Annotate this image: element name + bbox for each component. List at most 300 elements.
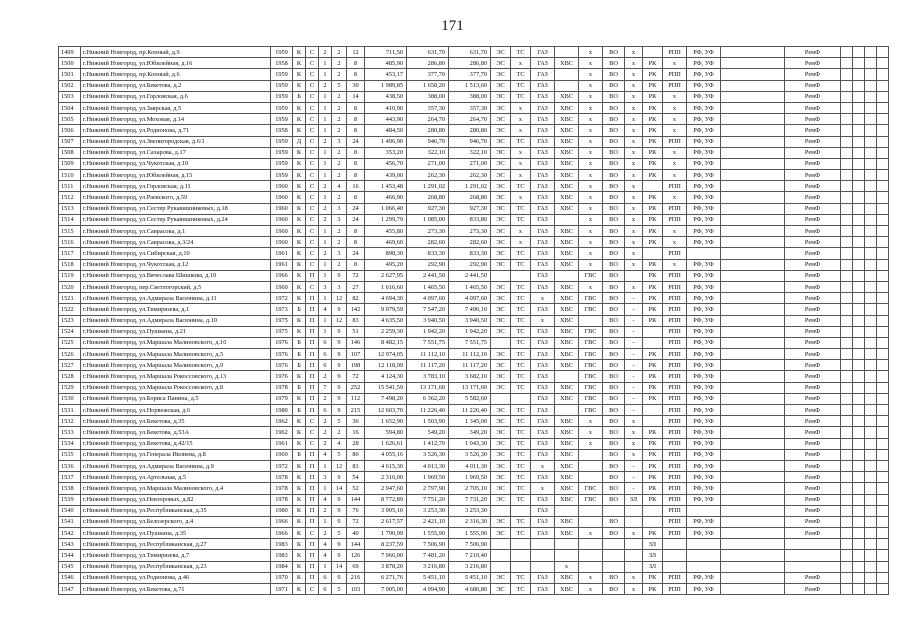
table-cell (841, 584, 853, 595)
table-cell: 215 (347, 405, 365, 416)
table-cell: РФ, УФ (687, 315, 721, 326)
table-cell: РемФ (785, 371, 841, 382)
row-number-cell: 1524 (59, 326, 81, 337)
table-cell: 2 (332, 125, 347, 136)
address-cell: г.Нижний Новгород, ул.Маршала Рокоссовского, д.8 (81, 382, 271, 393)
address-cell: г.Нижний Новгород, пр.Копный, д.9 (81, 47, 271, 58)
table-cell: 1 (319, 114, 332, 125)
table-cell: ХВС (555, 315, 579, 326)
table-cell: х (531, 315, 555, 326)
table-cell: РК (643, 393, 663, 404)
table-cell: ТС (511, 494, 531, 505)
table-cell: РФ, УФ (687, 214, 721, 225)
table-cell (491, 505, 511, 516)
table-cell: ВО (603, 293, 625, 304)
table-cell: Б (293, 91, 306, 102)
table-cell: ТС (511, 47, 531, 58)
table-cell: 1 (319, 326, 332, 337)
address-cell: г.Нижний Новгород, ул.Республиканская, д.35 (81, 505, 271, 516)
table-cell: 7 481,20 (407, 550, 449, 561)
table-cell: ТС (511, 528, 531, 539)
table-cell: х (579, 69, 603, 80)
table-cell: РФ, УФ (687, 69, 721, 80)
row-number-cell: 1521 (59, 293, 81, 304)
table-cell (555, 47, 579, 58)
table-row (59, 91, 889, 102)
table-cell: 1959 (271, 47, 293, 58)
table-cell: ХВС (555, 226, 579, 237)
table-cell: 1960 (271, 226, 293, 237)
table-cell: РФ, УФ (687, 472, 721, 483)
table-cell: 1 (319, 270, 332, 281)
table-cell: РемФ (785, 483, 841, 494)
table-cell: х (579, 102, 603, 113)
table-cell: РемФ (785, 114, 841, 125)
table-cell: 485,90 (365, 58, 407, 69)
table-cell: ЗЛ (643, 539, 663, 550)
table-cell (555, 69, 579, 80)
table-cell (853, 181, 865, 192)
table-cell: 14 (332, 561, 347, 572)
table-cell: 2 (332, 158, 347, 169)
table-cell: П (306, 494, 319, 505)
table-cell: 2 (319, 214, 332, 225)
table-cell: 1 (319, 91, 332, 102)
table-cell: х (625, 136, 643, 147)
table-cell (491, 561, 511, 572)
table-row (59, 393, 889, 404)
table-cell: ГАЗ (531, 147, 555, 158)
table-cell: 83 (347, 315, 365, 326)
table-cell (865, 483, 877, 494)
table-cell: К (293, 147, 306, 158)
table-cell: 1980 (271, 405, 293, 416)
table-cell: РК (643, 270, 663, 281)
table-cell: ТС (511, 584, 531, 595)
table-cell: 30 (347, 80, 365, 91)
table-cell (877, 147, 889, 158)
table-cell (865, 584, 877, 595)
table-cell: 144 (347, 539, 365, 550)
table-cell: 7 966,00 (365, 550, 407, 561)
table-cell (865, 158, 877, 169)
table-cell: 1976 (271, 371, 293, 382)
table-cell: ВО (603, 483, 625, 494)
table-cell: ГВС (579, 337, 603, 348)
table-cell (841, 47, 853, 58)
table-cell (721, 550, 785, 561)
table-cell: 12 603,70 (365, 405, 407, 416)
table-cell: 7 905,00 (365, 584, 407, 595)
table-cell: 9 (332, 304, 347, 315)
table-cell: РК (643, 259, 663, 270)
row-number-cell: 1522 (59, 304, 81, 315)
table-cell: х (579, 170, 603, 181)
table-cell: РК (643, 58, 663, 69)
table-cell (841, 382, 853, 393)
table-cell: РПП (663, 349, 687, 360)
table-cell: РК (643, 125, 663, 136)
address-cell: г.Нижний Новгород, ул.Сестер Рукавишниковых, д.24 (81, 214, 271, 225)
table-cell (531, 561, 555, 572)
table-cell: ТС (511, 382, 531, 393)
table-row (59, 572, 889, 583)
table-cell: 9 (332, 360, 347, 371)
table-cell: РПП (663, 80, 687, 91)
table-cell: 15 541,59 (365, 382, 407, 393)
table-cell (853, 69, 865, 80)
table-cell: 12 (332, 460, 347, 471)
table-cell: 1960 (271, 214, 293, 225)
table-cell: РемФ (785, 584, 841, 595)
table-cell: ТС (511, 360, 531, 371)
table-cell: РК (643, 449, 663, 460)
table-row (59, 281, 889, 292)
table-cell: ТС (511, 326, 531, 337)
table-cell (555, 405, 579, 416)
table-cell: РФ, УФ (687, 102, 721, 113)
table-cell (687, 539, 721, 550)
table-cell: х (625, 572, 643, 583)
table-cell: П (306, 539, 319, 550)
table-row (59, 584, 889, 595)
address-cell: г.Нижний Новгород, ул.Пушкина, д.21 (81, 326, 271, 337)
table-cell (865, 405, 877, 416)
table-cell (877, 438, 889, 449)
table-cell: 1961 (271, 259, 293, 270)
row-number-cell: 1532 (59, 416, 81, 427)
table-row (59, 170, 889, 181)
table-cell: С (306, 203, 319, 214)
table-cell: ГАЗ (531, 170, 555, 181)
table-cell (865, 382, 877, 393)
table-cell: 262,30 (407, 170, 449, 181)
table-cell (721, 416, 785, 427)
table-cell: К (293, 483, 306, 494)
table-cell (511, 550, 531, 561)
table-cell: РемФ (785, 349, 841, 360)
table-cell: РПП (663, 281, 687, 292)
table-cell: С (306, 114, 319, 125)
table-cell: 5 (332, 449, 347, 460)
table-cell: х (625, 69, 643, 80)
table-cell (721, 405, 785, 416)
table-cell (853, 494, 865, 505)
table-cell (491, 337, 511, 348)
table-cell: 1976 (271, 360, 293, 371)
table-cell: ВО (603, 460, 625, 471)
table-cell (877, 315, 889, 326)
table-cell: 76 (347, 505, 365, 516)
table-cell: 6 (319, 337, 332, 348)
table-cell: ВО (603, 270, 625, 281)
table-cell: 1972 (271, 293, 293, 304)
table-cell: х (663, 114, 687, 125)
table-cell: 3 (319, 281, 332, 292)
table-cell (865, 494, 877, 505)
table-cell (853, 539, 865, 550)
table-cell: 5 451,10 (407, 572, 449, 583)
address-cell: г.Нижний Новгород, ул.Артельная, д.5 (81, 472, 271, 483)
table-cell: 455,80 (365, 226, 407, 237)
table-cell: 146 (347, 337, 365, 348)
table-cell: 322,10 (407, 147, 449, 158)
table-cell: ГВС (579, 483, 603, 494)
table-cell: С (306, 69, 319, 80)
table-cell: 3 (332, 136, 347, 147)
table-cell (865, 371, 877, 382)
address-cell: г.Нижний Новгород, пр.Копный, д.6 (81, 69, 271, 80)
table-cell (877, 427, 889, 438)
table-cell: - (625, 460, 643, 471)
table-cell (853, 248, 865, 259)
table-cell: 1969 (271, 449, 293, 460)
table-cell: РФ, УФ (687, 192, 721, 203)
table-cell: 443,90 (365, 114, 407, 125)
table-cell: 16 (347, 427, 365, 438)
row-number-cell: 1508 (59, 147, 81, 158)
row-number-cell: 1504 (59, 102, 81, 113)
table-cell (865, 349, 877, 360)
table-cell (865, 539, 877, 550)
table-cell: х (579, 114, 603, 125)
table-cell: РемФ (785, 293, 841, 304)
table-row (59, 449, 889, 460)
table-cell (865, 304, 877, 315)
table-cell (841, 69, 853, 80)
table-cell: ХВС (555, 91, 579, 102)
table-cell: ТС (511, 69, 531, 80)
table-cell: 5 (332, 416, 347, 427)
table-cell (853, 136, 865, 147)
table-cell: РК (643, 91, 663, 102)
table-cell: 3 682,10 (449, 371, 491, 382)
table-cell: ГАЗ (531, 438, 555, 449)
table-cell (579, 472, 603, 483)
table-cell: 280,80 (407, 125, 449, 136)
table-cell (625, 516, 643, 527)
table-cell: х (579, 80, 603, 91)
row-number-cell: 1538 (59, 483, 81, 494)
table-cell (865, 237, 877, 248)
table-cell: х (625, 80, 643, 91)
table-cell: 1 465,50 (449, 281, 491, 292)
table-cell (491, 270, 511, 281)
table-cell: РПП (663, 572, 687, 583)
table-cell: ХВС (555, 102, 579, 113)
table-cell: ГАЗ (531, 427, 555, 438)
table-cell: х (579, 214, 603, 225)
table-cell (853, 147, 865, 158)
table-cell: К (293, 203, 306, 214)
table-cell (865, 203, 877, 214)
table-cell (865, 449, 877, 460)
table-cell (579, 449, 603, 460)
table-cell: 3 878,20 (365, 561, 407, 572)
table-cell: 2 617,57 (365, 516, 407, 527)
table-cell (877, 460, 889, 471)
table-cell: РК (643, 438, 663, 449)
table-cell: ВО (603, 248, 625, 259)
table-cell: х (625, 416, 643, 427)
table-cell: 8 (347, 58, 365, 69)
table-cell: х (511, 102, 531, 113)
table-cell (853, 125, 865, 136)
table-row (59, 337, 889, 348)
table-cell: 349,20 (449, 427, 491, 438)
table-cell: ХВС (555, 416, 579, 427)
table-cell: 144 (347, 494, 365, 505)
table-cell: ВО (603, 237, 625, 248)
table-cell: РК (643, 170, 663, 181)
table-cell: РемФ (785, 170, 841, 181)
table-cell: 438,50 (365, 91, 407, 102)
table-cell: 1 (319, 69, 332, 80)
table-cell: РемФ (785, 393, 841, 404)
table-cell: 4 994,90 (407, 584, 449, 595)
table-cell: ТС (511, 349, 531, 360)
table-cell: К (293, 393, 306, 404)
table-cell: РемФ (785, 192, 841, 203)
table-cell: ВО (603, 158, 625, 169)
table-cell (841, 181, 853, 192)
table-cell: 453,17 (365, 69, 407, 80)
table-cell: 4 (319, 304, 332, 315)
table-cell: ТС (511, 248, 531, 259)
table-cell: 5 (332, 528, 347, 539)
table-cell (603, 505, 625, 516)
table-cell: 1978 (271, 483, 293, 494)
table-cell: х (625, 147, 643, 158)
table-cell: ВО (603, 472, 625, 483)
table-cell (853, 47, 865, 58)
table-cell: ГВС (579, 405, 603, 416)
address-cell: г.Нижний Новгород, ул.Юбилейная, д.16 (81, 58, 271, 69)
table-cell: 1 (319, 192, 332, 203)
table-cell: П (306, 472, 319, 483)
table-cell: х (579, 136, 603, 147)
table-cell (853, 58, 865, 69)
table-cell: 1 299,79 (365, 214, 407, 225)
table-cell: РК (643, 226, 663, 237)
table-cell: 6 (319, 572, 332, 583)
table-cell (721, 158, 785, 169)
table-cell (853, 270, 865, 281)
table-cell (853, 281, 865, 292)
table-cell (841, 427, 853, 438)
table-cell: 126 (347, 550, 365, 561)
table-row (59, 326, 889, 337)
table-cell (625, 270, 643, 281)
table-cell (625, 505, 643, 516)
table-cell: 2 259,30 (365, 326, 407, 337)
table-cell: РФ, УФ (687, 203, 721, 214)
table-cell (721, 371, 785, 382)
table-cell: С (306, 259, 319, 270)
table-cell (877, 516, 889, 527)
row-number-cell: 1516 (59, 237, 81, 248)
table-cell: 1959 (271, 69, 293, 80)
table-cell: РемФ (785, 181, 841, 192)
table-cell: 2 421,10 (407, 516, 449, 527)
table-cell: ТС (511, 438, 531, 449)
table-cell: 1 (319, 102, 332, 113)
row-number-cell: 1536 (59, 460, 81, 471)
table-cell: ЭС (491, 371, 511, 382)
table-cell: РПП (663, 393, 687, 404)
table-cell (853, 259, 865, 270)
table-cell: х (625, 528, 643, 539)
table-cell: 1966 (271, 528, 293, 539)
table-cell: ГАЗ (531, 158, 555, 169)
table-cell: К (293, 226, 306, 237)
table-cell (877, 304, 889, 315)
table-cell (865, 136, 877, 147)
table-cell: РФ, УФ (687, 584, 721, 595)
table-cell (721, 561, 785, 572)
table-cell: ГАЗ (531, 181, 555, 192)
table-cell: х (625, 248, 643, 259)
table-cell: ТС (511, 516, 531, 527)
table-cell: ГАЗ (531, 416, 555, 427)
table-cell: РФ, УФ (687, 147, 721, 158)
table-cell: 5 (332, 80, 347, 91)
table-cell: ВО (603, 326, 625, 337)
table-cell (721, 259, 785, 270)
table-cell (625, 539, 643, 550)
table-cell: 1980 (271, 505, 293, 516)
table-cell: ХВС (555, 460, 579, 471)
table-cell (841, 281, 853, 292)
table-cell: х (625, 114, 643, 125)
table-cell: 8 (347, 192, 365, 203)
table-cell (841, 304, 853, 315)
table-cell (841, 326, 853, 337)
row-number-cell: 1537 (59, 472, 81, 483)
table-cell: 3 216,80 (449, 561, 491, 572)
table-cell: К (293, 158, 306, 169)
table-cell (841, 214, 853, 225)
table-cell (721, 427, 785, 438)
table-cell: 24 (347, 136, 365, 147)
table-cell: ХВС (555, 349, 579, 360)
row-number-cell: 1512 (59, 192, 81, 203)
table-cell: 3 (332, 203, 347, 214)
table-cell (865, 360, 877, 371)
table-cell: х (579, 438, 603, 449)
table-cell: ЭС (491, 382, 511, 393)
table-cell: ЭС (491, 91, 511, 102)
table-cell: 2 (332, 102, 347, 113)
table-cell (721, 102, 785, 113)
table-cell: 2 (319, 393, 332, 404)
table-cell (841, 136, 853, 147)
table-cell: 1 (319, 158, 332, 169)
table-cell: РПП (663, 337, 687, 348)
table-cell: 8 237,59 (365, 539, 407, 550)
table-cell: РемФ (785, 304, 841, 315)
table-row (59, 371, 889, 382)
table-cell (853, 80, 865, 91)
table-cell: - (625, 483, 643, 494)
table-cell (721, 69, 785, 80)
table-cell (853, 505, 865, 516)
table-cell: 1 (319, 516, 332, 527)
table-cell: ГВС (579, 371, 603, 382)
table-cell (721, 214, 785, 225)
table-cell (853, 416, 865, 427)
table-cell: 282,60 (407, 237, 449, 248)
